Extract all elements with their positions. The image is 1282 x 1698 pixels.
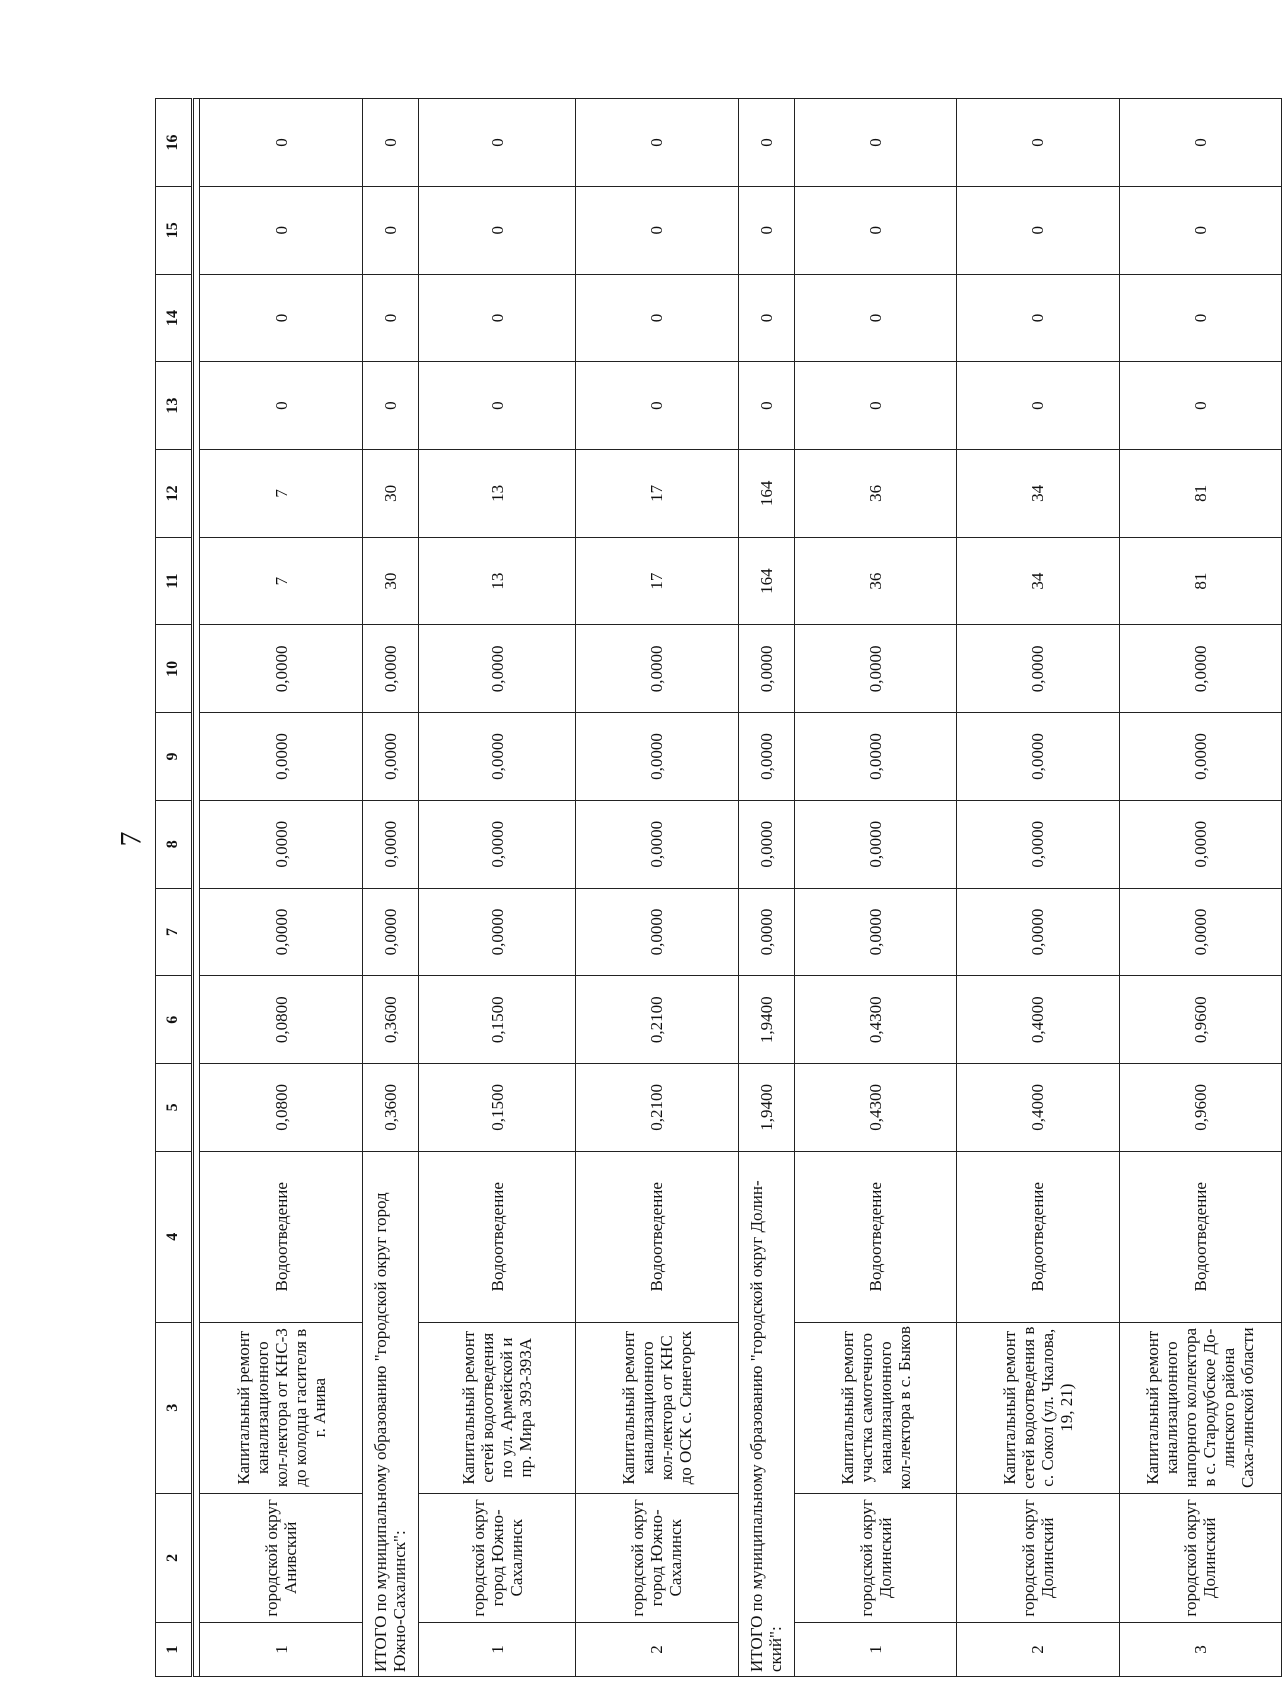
value-cell: 13: [419, 450, 576, 538]
object-cell: Капитальный ремонт канализационного кол-лектора от КНС до ОСК с. Синегорск: [576, 1322, 738, 1493]
table-row: [419, 99, 576, 1677]
value-cell: 164: [738, 537, 794, 625]
value-cell: 0: [362, 362, 418, 450]
value-cell: 0: [794, 186, 956, 274]
value-cell: 0: [419, 274, 576, 362]
column-number-header: 16: [156, 99, 193, 187]
value-cell: 0: [794, 362, 956, 450]
column-number-header: 14: [156, 274, 193, 362]
value-cell: 0: [957, 274, 1119, 362]
kind-cell: Водоотведение: [794, 1151, 956, 1322]
investment-table: [155, 98, 1282, 1677]
value-cell: 0,0000: [419, 713, 576, 801]
value-cell: 0,0000: [419, 800, 576, 888]
column-number-header: 7: [156, 888, 193, 976]
value-cell: 0,0000: [576, 713, 738, 801]
value-cell: 164: [738, 450, 794, 538]
value-cell: 0,3600: [362, 976, 418, 1064]
value-cell: 0,4300: [794, 976, 956, 1064]
value-cell: 0: [794, 99, 956, 187]
value-cell: 7: [200, 537, 362, 625]
value-cell: 0: [419, 362, 576, 450]
table-row: [957, 99, 1119, 1677]
value-cell: 0: [738, 274, 794, 362]
value-cell: 7: [200, 450, 362, 538]
column-number-header: 4: [156, 1151, 193, 1322]
value-cell: 0,0000: [794, 888, 956, 976]
value-cell: 0,0000: [200, 800, 362, 888]
value-cell: 0,0000: [419, 888, 576, 976]
table-row: [200, 99, 362, 1677]
value-cell: 0: [200, 274, 362, 362]
column-number-header: 2: [156, 1493, 193, 1622]
column-number-header: 11: [156, 537, 193, 625]
value-cell: 0,0000: [957, 888, 1119, 976]
value-cell: 0,0000: [957, 800, 1119, 888]
value-cell: 0,0000: [200, 625, 362, 713]
value-cell: 0,0000: [576, 625, 738, 713]
value-cell: 0,2100: [576, 1064, 738, 1152]
value-cell: 30: [362, 537, 418, 625]
table-row: [1119, 99, 1281, 1677]
total-row: [738, 99, 794, 1677]
column-number-header-row: [156, 99, 193, 1677]
value-cell: 81: [1119, 450, 1281, 538]
value-cell: 0,4000: [957, 1064, 1119, 1152]
table-row: [794, 99, 956, 1677]
value-cell: 0: [576, 362, 738, 450]
value-cell: 0,9600: [1119, 976, 1281, 1064]
header-separator-cell: [192, 99, 200, 1677]
value-cell: 0: [794, 274, 956, 362]
value-cell: 0: [362, 99, 418, 187]
row-number: 1: [419, 1623, 576, 1677]
value-cell: 0,0000: [738, 713, 794, 801]
value-cell: 0: [738, 99, 794, 187]
kind-cell: Водоотведение: [957, 1151, 1119, 1322]
value-cell: 36: [794, 450, 956, 538]
value-cell: 0: [362, 186, 418, 274]
value-cell: 0,0000: [1119, 800, 1281, 888]
total-label: ИТОГО по муниципальному образованию "городской округ Долин-ский":: [738, 1151, 794, 1676]
value-cell: 13: [419, 537, 576, 625]
value-cell: 0: [576, 274, 738, 362]
value-cell: 0: [1119, 274, 1281, 362]
value-cell: 0,0000: [957, 713, 1119, 801]
table-row: [576, 99, 738, 1677]
value-cell: 81: [1119, 537, 1281, 625]
value-cell: 0,0000: [362, 625, 418, 713]
column-number-header: 12: [156, 450, 193, 538]
value-cell: 0,0000: [738, 888, 794, 976]
value-cell: 0,4000: [957, 976, 1119, 1064]
value-cell: 0,0000: [1119, 888, 1281, 976]
row-number: 2: [576, 1623, 738, 1677]
value-cell: 0,0000: [1119, 713, 1281, 801]
kind-cell: Водоотведение: [1119, 1151, 1281, 1322]
value-cell: 0: [738, 362, 794, 450]
kind-cell: Водоотведение: [419, 1151, 576, 1322]
header-separator: [192, 99, 200, 1677]
municipality-cell: городской округ город Южно-Сахалинск: [419, 1493, 576, 1622]
value-cell: 0,0000: [419, 625, 576, 713]
municipality-cell: городской округ Долинский: [794, 1493, 956, 1622]
value-cell: 0: [419, 186, 576, 274]
value-cell: 0: [576, 99, 738, 187]
row-number: 1: [200, 1623, 362, 1677]
column-number-header: 15: [156, 186, 193, 274]
value-cell: 0,1500: [419, 976, 576, 1064]
column-number-header: 8: [156, 800, 193, 888]
value-cell: 0: [957, 99, 1119, 187]
value-cell: 30: [362, 450, 418, 538]
page-number: 7: [114, 831, 148, 847]
value-cell: 0: [576, 186, 738, 274]
value-cell: 0: [1119, 99, 1281, 187]
object-cell: Капитальный ремонт канализационного кол-лектора от КНС-3 до колодца гасителя в г. Анива: [200, 1322, 362, 1493]
object-cell: Капитальный ремонт сетей водоотведения в с. Сокол (ул. Чкалова, 19, 21): [957, 1322, 1119, 1493]
value-cell: 0: [362, 274, 418, 362]
value-cell: 0: [1119, 362, 1281, 450]
value-cell: 0,0000: [362, 800, 418, 888]
object-cell: Капитальный ремонт участка самотечного канализационного кол-лектора в с. Быков: [794, 1322, 956, 1493]
value-cell: 17: [576, 537, 738, 625]
value-cell: 36: [794, 537, 956, 625]
value-cell: 0,0000: [576, 800, 738, 888]
value-cell: 0,1500: [419, 1064, 576, 1152]
column-number-header: 9: [156, 713, 193, 801]
column-number-header: 10: [156, 625, 193, 713]
column-number-header: 6: [156, 976, 193, 1064]
value-cell: 0,0000: [738, 625, 794, 713]
value-cell: 0,3600: [362, 1064, 418, 1152]
value-cell: 0: [200, 186, 362, 274]
value-cell: 0: [419, 99, 576, 187]
value-cell: 0: [957, 186, 1119, 274]
value-cell: 34: [957, 537, 1119, 625]
value-cell: 0,0000: [362, 713, 418, 801]
value-cell: 17: [576, 450, 738, 538]
value-cell: 0,0000: [794, 713, 956, 801]
value-cell: 0: [957, 362, 1119, 450]
value-cell: 0,2100: [576, 976, 738, 1064]
value-cell: 1,9400: [738, 976, 794, 1064]
column-number-header: 3: [156, 1322, 193, 1493]
column-number-header: 1: [156, 1623, 193, 1677]
kind-cell: Водоотведение: [200, 1151, 362, 1322]
total-row: [362, 99, 418, 1677]
row-number: 1: [794, 1623, 956, 1677]
value-cell: 1,9400: [738, 1064, 794, 1152]
value-cell: 0,9600: [1119, 1064, 1281, 1152]
value-cell: 0: [1119, 186, 1281, 274]
value-cell: 0,0000: [738, 800, 794, 888]
column-number-header: 5: [156, 1064, 193, 1152]
value-cell: 0,0800: [200, 1064, 362, 1152]
row-number: 2: [957, 1623, 1119, 1677]
municipality-cell: городской округ Долинский: [1119, 1493, 1281, 1622]
value-cell: 0: [738, 186, 794, 274]
object-cell: Капитальный ремонт сетей водоотведения по ул. Армейской и пр. Мира 393-393А: [419, 1322, 576, 1493]
value-cell: 0,0000: [794, 625, 956, 713]
value-cell: 0,0000: [1119, 625, 1281, 713]
value-cell: 0,0000: [576, 888, 738, 976]
municipality-cell: городской округ город Южно-Сахалинск: [576, 1493, 738, 1622]
municipality-cell: городской округ Долинский: [957, 1493, 1119, 1622]
kind-cell: Водоотведение: [576, 1151, 738, 1322]
row-number: 3: [1119, 1623, 1281, 1677]
total-label: ИТОГО по муниципальному образованию "городской округ город Южно-Сахалинск":: [362, 1151, 418, 1676]
value-cell: 0: [200, 99, 362, 187]
value-cell: 0,0000: [362, 888, 418, 976]
value-cell: 0,0000: [200, 888, 362, 976]
value-cell: 0,0000: [200, 713, 362, 801]
value-cell: 0,0000: [957, 625, 1119, 713]
municipality-cell: городской округ Анивский: [200, 1493, 362, 1622]
value-cell: 0: [200, 362, 362, 450]
value-cell: 0,0000: [794, 800, 956, 888]
object-cell: Капитальный ремонт канализационного напорного коллектора в с. Стародубское До-линского района Саха-линской области: [1119, 1322, 1281, 1493]
value-cell: 0,4300: [794, 1064, 956, 1152]
value-cell: 0,0800: [200, 976, 362, 1064]
value-cell: 34: [957, 450, 1119, 538]
column-number-header: 13: [156, 362, 193, 450]
